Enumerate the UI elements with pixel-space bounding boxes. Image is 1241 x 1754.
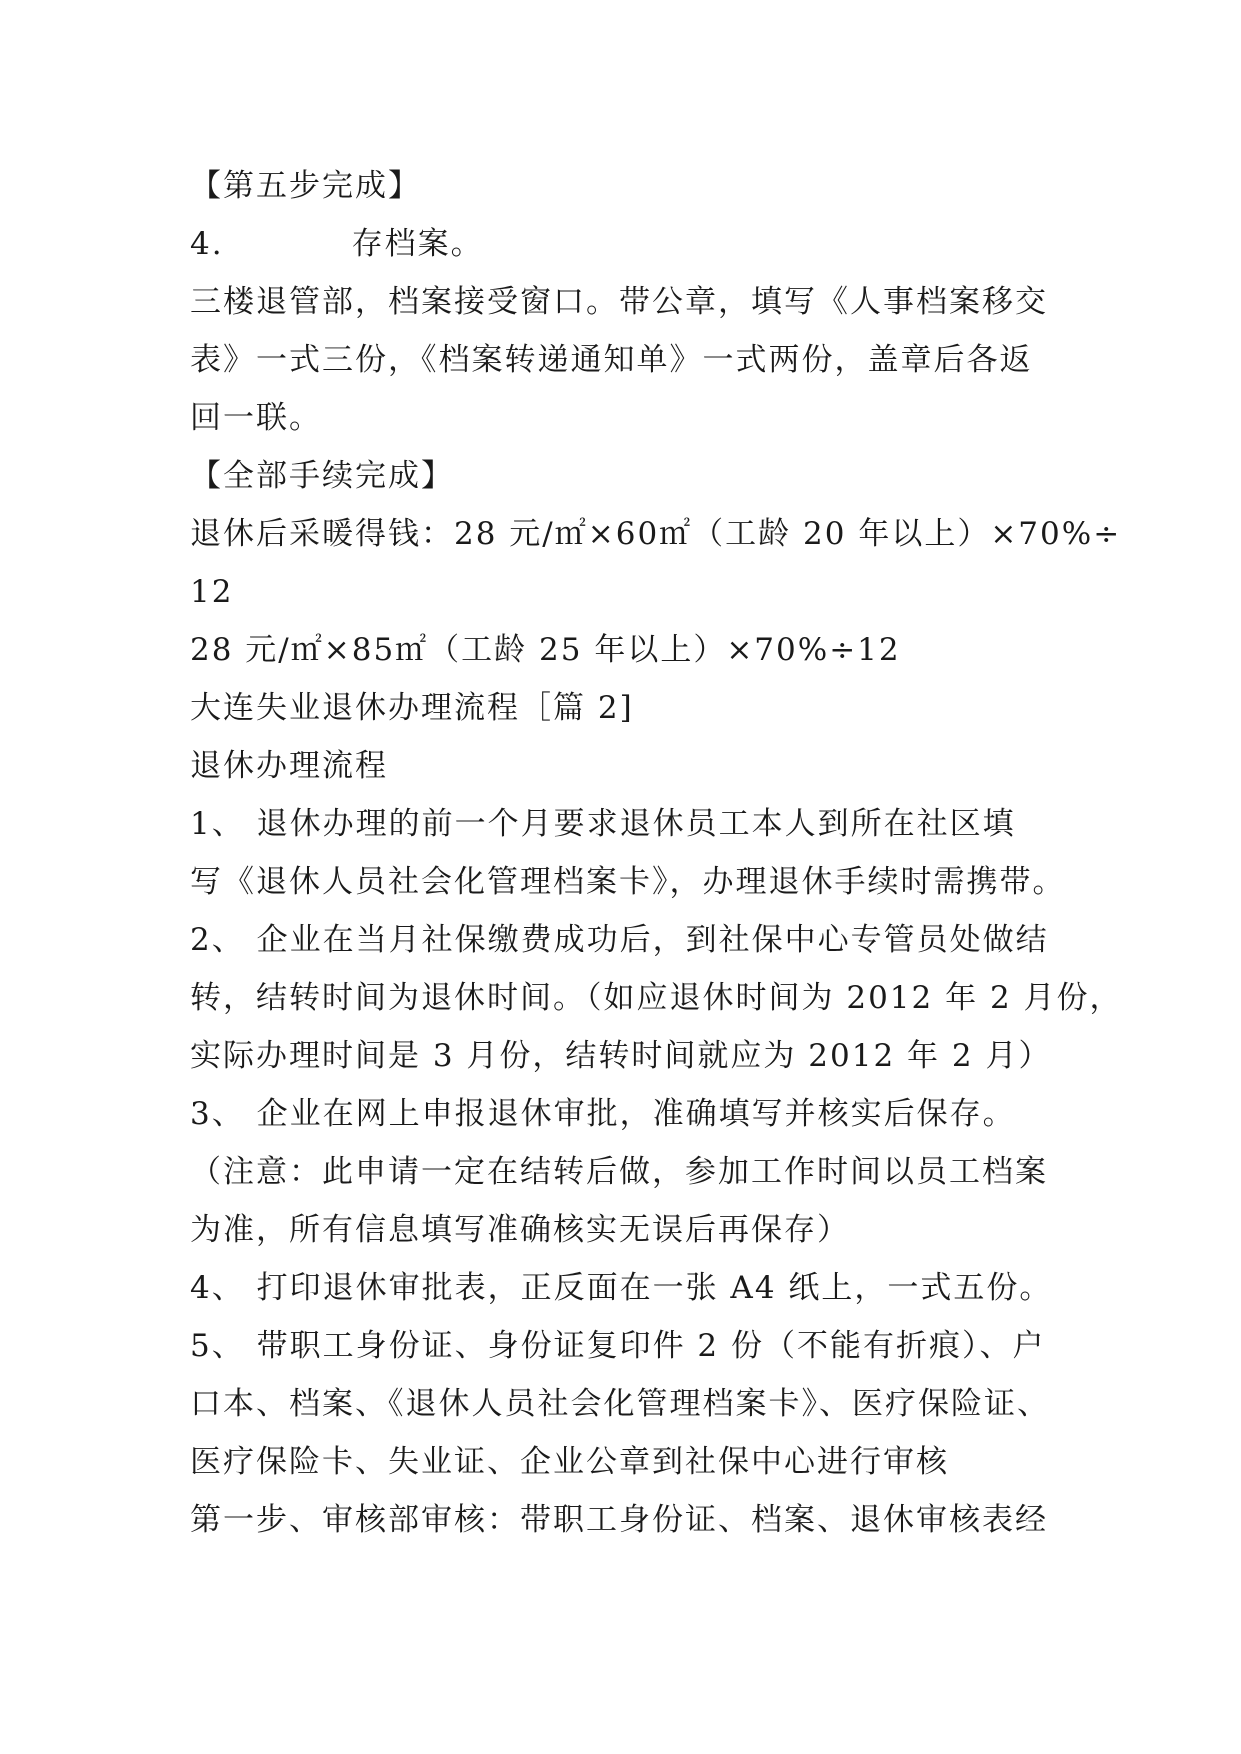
list-item-number: 4. (190, 226, 224, 262)
text-line: 三楼退管部，档案接受窗口。带公章，填写《人事档案移交 (190, 284, 1048, 320)
text-line: 退休后采暖得钱：28 元/㎡×60㎡（工龄 20 年以上）×70%÷ (190, 516, 1122, 552)
text-line: 写《退休人员社会化管理档案卡》，办理退休手续时需携带。 (190, 864, 1066, 900)
text-line: 5、 带职工身份证、身份证复印件 2 份（不能有折痕）、户 (190, 1328, 1046, 1364)
text-line: 表》一式三份，《档案转递通知单》一式两份，盖章后各返 (190, 342, 1033, 378)
text-line: 1、 退休办理的前一个月要求退休员工本人到所在社区填 (190, 806, 1016, 842)
section-heading-all-complete: 【全部手续完成】 (190, 458, 454, 494)
text-line: 转，结转时间为退休时间。（如应退休时间为 2012 年 2 月份， (190, 980, 1123, 1016)
text-line: 回一联。 (190, 400, 322, 436)
text-line: 4、 打印退休审批表，正反面在一张 A4 纸上，一式五份。 (190, 1270, 1053, 1306)
article-title: 大连失业退休办理流程［篇 2] (190, 690, 634, 726)
section-title: 退休办理流程 (190, 748, 388, 784)
section-heading-step5-complete: 【第五步完成】 (190, 168, 421, 204)
text-line: 12 (190, 574, 234, 610)
text-line: 3、 企业在网上申报退休审批，准确填写并核实后保存。 (190, 1096, 1016, 1132)
text-line: 口本、档案、《退休人员社会化管理档案卡》、医疗保险证、 (190, 1386, 1050, 1422)
text-line: 为准，所有信息填写准确核实无误后再保存） (190, 1212, 850, 1248)
text-line: 28 元/㎡×85㎡（工龄 25 年以上）×70%÷12 (190, 632, 901, 668)
list-item-4 (190, 224, 1090, 264)
text-line: 第一步、审核部审核：带职工身份证、档案、退休审核表经 (190, 1502, 1048, 1538)
text-line: 2、 企业在当月社保缴费成功后，到社保中心专管员处做结 (190, 922, 1049, 958)
list-item-text: 存档案。 (351, 226, 484, 262)
text-line: 实际办理时间是 3 月份，结转时间就应为 2012 年 2 月） (190, 1038, 1052, 1074)
text-line: （注意：此申请一定在结转后做，参加工作时间以员工档案 (190, 1154, 1048, 1190)
text-line: 医疗保险卡、失业证、企业公章到社保中心进行审核 (190, 1444, 949, 1480)
